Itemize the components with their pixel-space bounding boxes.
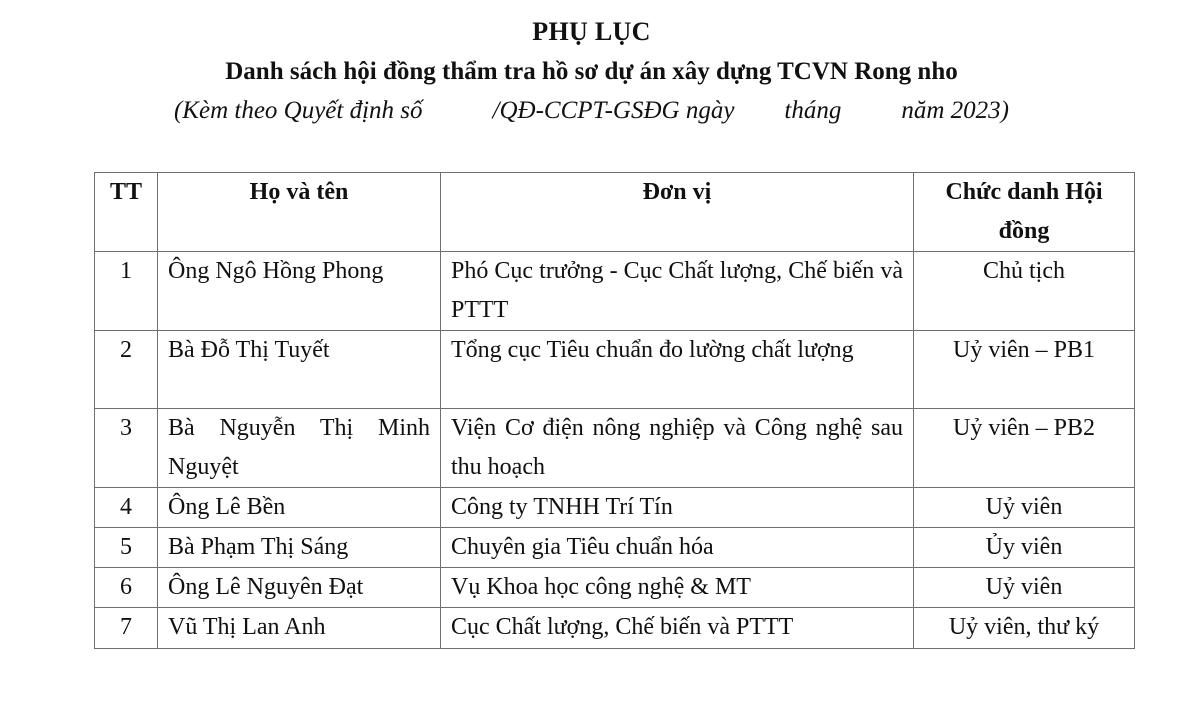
cell-role: Uỷ viên xyxy=(914,488,1135,528)
cell-tt: 4 xyxy=(95,488,158,528)
cell-role: Ủy viên xyxy=(914,528,1135,568)
cell-name: Vũ Thị Lan Anh xyxy=(158,608,441,649)
cell-tt: 5 xyxy=(95,528,158,568)
table-row xyxy=(95,331,1135,409)
document-subtitle: Danh sách hội đồng thẩm tra hồ sơ dự án xây dựng TCVN Rong nho xyxy=(225,58,958,85)
table-header-row xyxy=(95,173,1135,252)
header-name: Họ và tên xyxy=(158,173,441,252)
reference-part-1: (Kèm theo Quyết định số xyxy=(173,97,423,124)
cell-tt: 3 xyxy=(95,409,158,488)
cell-name: Bà Phạm Thị Sáng xyxy=(158,528,441,568)
cell-tt: 2 xyxy=(95,331,158,409)
table-row xyxy=(95,409,1135,488)
cell-role: Uỷ viên xyxy=(914,568,1135,608)
cell-tt: 7 xyxy=(95,608,158,649)
cell-role: Chủ tịch xyxy=(914,252,1135,331)
reference-part-2: /QĐ-CCPT-GSĐG ngày xyxy=(492,97,735,124)
cell-unit: Cục Chất lượng, Chế biến và PTTT xyxy=(441,608,914,649)
cell-unit: Tổng cục Tiêu chuẩn đo lường chất lượng xyxy=(441,331,914,409)
table-row xyxy=(95,252,1135,331)
cell-unit: Viện Cơ điện nông nghiệp và Công nghệ sau thu hoạch xyxy=(441,409,914,488)
cell-role: Uỷ viên, thư ký xyxy=(914,608,1135,649)
cell-name: Ông Lê Nguyên Đạt xyxy=(158,568,441,608)
cell-name: Ông Ngô Hồng Phong xyxy=(158,252,441,331)
header-tt: TT xyxy=(95,173,158,252)
table-row xyxy=(95,528,1135,568)
table-row xyxy=(95,608,1135,649)
cell-unit: Công ty TNHH Trí Tín xyxy=(441,488,914,528)
reference-part-4: năm 2023) xyxy=(901,97,1010,124)
cell-tt: 6 xyxy=(95,568,158,608)
document-reference xyxy=(0,97,1183,125)
cell-unit: Phó Cục trưởng - Cục Chất lượng, Chế biến và PTTT xyxy=(441,252,914,331)
council-members-table xyxy=(94,172,1135,649)
table-row xyxy=(95,568,1135,608)
header-unit: Đơn vị xyxy=(441,173,914,252)
cell-tt: 1 xyxy=(95,252,158,331)
table-row xyxy=(95,488,1135,528)
cell-name: Bà Nguyễn Thị Minh Nguyệt xyxy=(158,409,441,488)
cell-unit: Vụ Khoa học công nghệ & MT xyxy=(441,568,914,608)
cell-role: Uỷ viên – PB1 xyxy=(914,331,1135,409)
cell-name: Bà Đỗ Thị Tuyết xyxy=(158,331,441,409)
reference-part-3: tháng xyxy=(784,97,842,124)
header-role: Chức danh Hội đồng xyxy=(914,173,1135,252)
document-heading: PHỤ LỤC xyxy=(532,17,651,46)
cell-role: Uỷ viên – PB2 xyxy=(914,409,1135,488)
cell-unit: Chuyên gia Tiêu chuẩn hóa xyxy=(441,528,914,568)
cell-name: Ông Lê Bền xyxy=(158,488,441,528)
